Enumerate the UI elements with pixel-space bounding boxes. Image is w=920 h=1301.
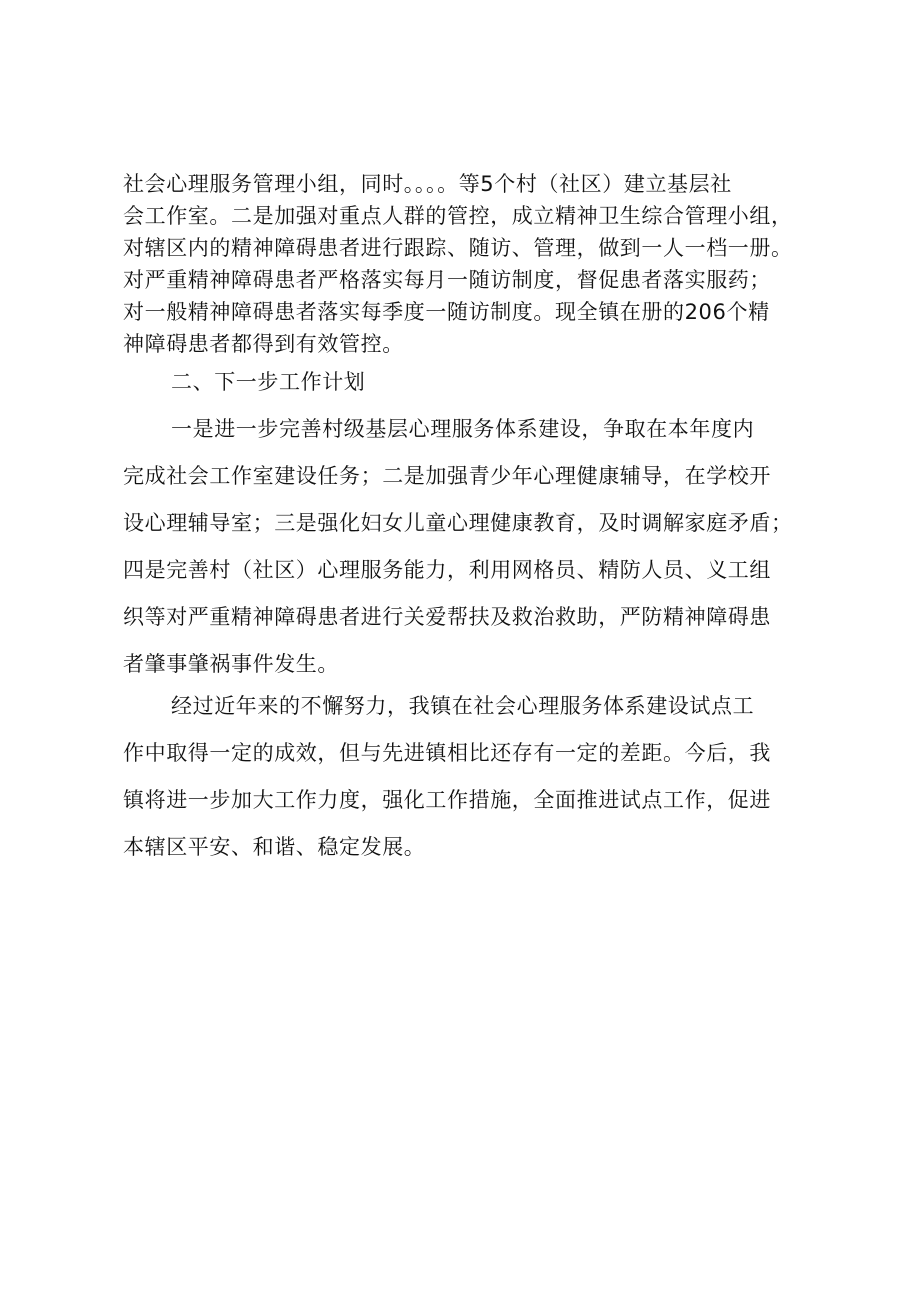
paragraph-line: 经过近年来的不懈努力，我镇在社会心理服务体系建设试点工 (171, 694, 755, 718)
section-heading-next-steps (123, 366, 813, 398)
paragraph-line: 对一般精神障碍患者落实每季度一随访制度。现全镇在册的206个精 (123, 300, 770, 324)
paragraph-line: 作中取得一定的成效，但与先进镇相比还存有一定的差距。今后，我 (123, 741, 771, 765)
paragraph-line: 织等对严重精神障碍患者进行关爱帮扶及救治救助，严防精神障碍患 (123, 605, 771, 629)
paragraph-line: 完成社会工作室建设任务；二是加强青少年心理健康辅导，在学校开 (123, 464, 771, 488)
section-heading: 二、下一步工作计划 (171, 370, 366, 394)
paragraph-conclusion (123, 683, 813, 871)
paragraph-line: 镇将进一步加大工作力度，强化工作措施，全面推进试点工作，促进 (123, 788, 771, 812)
paragraph-line: 对辖区内的精神障碍患者进行跟踪、随访、管理，做到一人一档一册。 (123, 236, 793, 260)
paragraph-line: 一是进一步完善村级基层心理服务体系建设，争取在本年度内 (171, 417, 755, 441)
paragraph-line: 对严重精神障碍患者严格落实每月一随访制度，督促患者落实服药； (123, 268, 771, 292)
paragraph-line: 四是完善村（社区）心理服务能力，利用网格员、精防人员、义工组 (123, 558, 771, 582)
paragraph-line: 神障碍患者都得到有效管控。 (123, 332, 404, 356)
paragraph-line: 设心理辅导室；三是强化妇女儿童心理健康教育，及时调解家庭矛盾； (123, 511, 793, 535)
paragraph-line: 会工作室。二是加强对重点人群的管控，成立精神卫生综合管理小组， (123, 204, 793, 228)
paragraph-work-plan (123, 406, 813, 688)
paragraph-line: 本辖区平安、和谐、稳定发展。 (123, 835, 426, 859)
paragraph-line: 者肇事肇祸事件发生。 (123, 652, 339, 676)
paragraph-line: 社会心理服务管理小组，同时。。。。等5个村（社区）建立基层社 (123, 172, 732, 196)
paragraph-mental-health-management (123, 168, 813, 360)
